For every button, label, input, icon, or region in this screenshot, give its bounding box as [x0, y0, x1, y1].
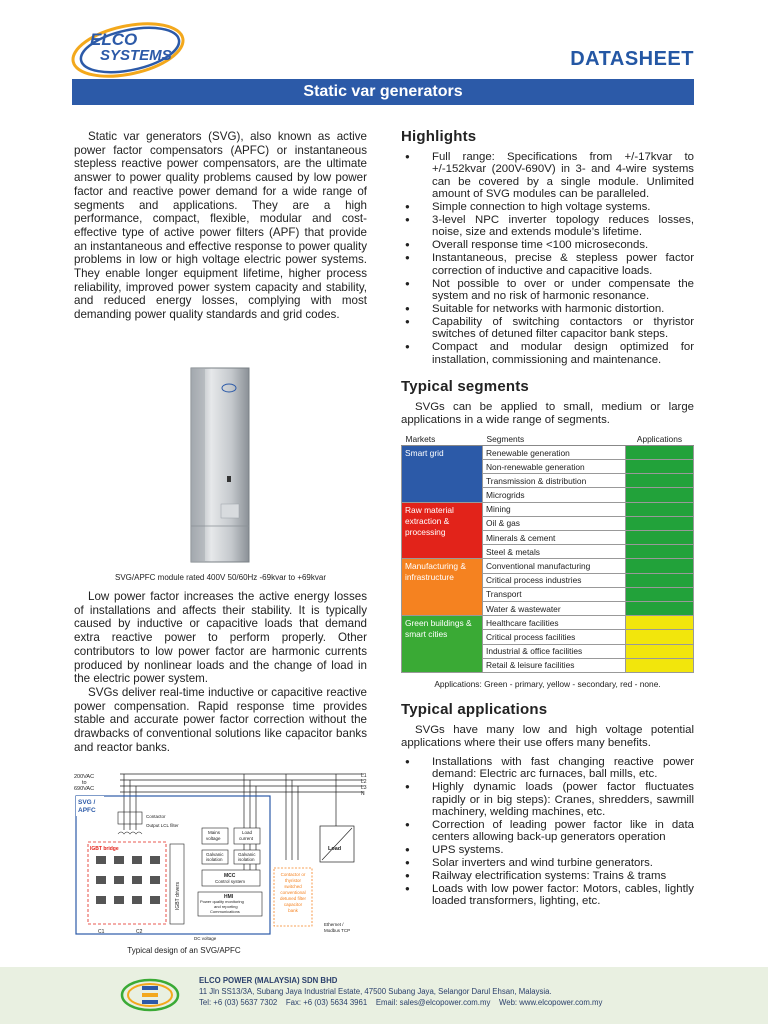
segment-cell: Transport [483, 587, 626, 601]
page-title-banner: Static var generators [72, 79, 694, 105]
svg-text:isolation: isolation [206, 857, 223, 862]
svg-text:200VAC: 200VAC [74, 774, 95, 780]
svg-text:Load: Load [328, 846, 342, 852]
svg-text:current: current [239, 836, 254, 841]
svg-text:N: N [361, 791, 365, 797]
svg-text:L1: L1 [361, 773, 367, 779]
segments-intro: SVGs can be applied to small, medium or large applications in a wide range of segments. [401, 400, 694, 426]
application-rating-cell [626, 630, 694, 644]
segment-cell: Healthcare facilities [483, 616, 626, 630]
list-item: ● Instantaneous, precise & stepless power factor correction of inductive and capacitive loads. [401, 252, 694, 277]
svg-text:switched: switched [284, 884, 302, 889]
application-rating-cell [626, 616, 694, 630]
application-rating-cell [626, 587, 694, 601]
svg-text:Output LCL filter: Output LCL filter [146, 823, 179, 828]
svg-text:L2: L2 [361, 779, 367, 785]
intro-column [74, 130, 367, 322]
list-item: ● Railway electrification systems: Trains & trams [401, 870, 694, 882]
list-item: ● Compact and modular design optimized for installation, commissioning and maintenance. [401, 341, 694, 366]
list-item: ● Suitable for networks with harmonic distortion. [401, 303, 694, 315]
svg-text:C1: C1 [98, 929, 105, 935]
svg-apfc-design-diagram [74, 770, 370, 945]
application-rating-cell [626, 445, 694, 459]
segment-cell: Non-renewable generation [483, 460, 626, 474]
segment-cell: Minerals & cement [483, 531, 626, 545]
segment-cell: Mining [483, 502, 626, 516]
segment-cell: Steel & metals [483, 545, 626, 559]
elco-systems-logo [70, 20, 230, 80]
list-item: ● Simple connection to high voltage systems. [401, 201, 694, 213]
svg-delivery-paragraph: SVGs deliver real-time inductive or capacitive reactive power compensation. Rapid response time provides stable and accurate power factor correction without the drawbacks of conventional solutions like capacitor banks and reactor banks. [74, 685, 367, 754]
svg-text:thyristor: thyristor [284, 878, 302, 883]
power-factor-paragraph: Low power factor increases the active energy losses of installations and affects their stability. It is typically caused by inductive or capacitive loads that demand extra reactive power to perform properly. Other contributors to low power factor are harmonic currents produced by nonlinear loads and the change of load in the electric power system. [74, 590, 367, 686]
applications-list [401, 756, 694, 908]
right-column [401, 128, 694, 908]
svg-text:Modbus TCP: Modbus TCP [324, 928, 351, 933]
footer [0, 967, 768, 1024]
svg-text:conventional: conventional [280, 890, 306, 895]
svg-text:and reporting: and reporting [214, 904, 238, 909]
table-row [402, 559, 694, 573]
segments-heading: Typical segments [401, 377, 529, 395]
svg-text:detuned filter: detuned filter [279, 896, 307, 901]
diagram-caption: Typical design of an SVG/APFC [127, 946, 241, 955]
market-cell: Smart grid [402, 445, 483, 502]
list-item: ● Loads with low power factor: Motors, cables, lightly loaded transformers, lighting, etc. [401, 883, 694, 908]
highlights-list [401, 151, 694, 366]
application-rating-cell [626, 516, 694, 530]
svg-text:Ethernet /: Ethernet / [324, 922, 344, 927]
applications-legend: Applications: Green - primary, yellow - secondary, red - none. [434, 678, 661, 689]
application-rating-cell [626, 559, 694, 573]
application-rating-cell [626, 658, 694, 672]
applications-header: Applications [626, 433, 694, 446]
highlights-heading: Highlights [401, 128, 477, 145]
segment-cell: Oil & gas [483, 516, 626, 530]
segment-cell: Critical process industries [483, 573, 626, 587]
markets-header: Markets [402, 433, 483, 446]
list-item: ● Installations with fast changing reactive power demand: Electric arc furnaces, ball mills, etc. [401, 756, 694, 781]
segment-cell: Transmission & distribution [483, 474, 626, 488]
svg-text:Mains: Mains [208, 830, 221, 835]
list-item: ● Highly dynamic loads (power factor fluctuates rapidly or in big steps): Cranes, shredders, sawmill machinery, welding machines, etc. [401, 781, 694, 818]
list-item: ● 3-level NPC inverter topology reduces losses, noise, size and extends module’s lifetime. [401, 214, 694, 239]
segments-header: Segments [483, 433, 626, 446]
svg-text:Contactor: Contactor [146, 814, 166, 819]
footer-address: 11 Jln SS13/3A, Subang Jaya Industrial Estate, 47500 Subang Jaya, Selangor Darul Ehsan, Malaysia. [199, 987, 552, 996]
list-item: ● Solar inverters and wind turbine generators. [401, 857, 694, 869]
svg-text:DC voltage: DC voltage [194, 936, 217, 941]
application-rating-cell [626, 601, 694, 615]
applications-heading: Typical applications [401, 700, 548, 718]
svg-text:HMI: HMI [224, 894, 234, 900]
svg-text:IGBT drivers: IGBT drivers [175, 882, 181, 910]
application-rating-cell [626, 460, 694, 474]
product-caption: SVG/APFC module rated 400V 50/60Hz -69kvar to +69kvar [115, 573, 326, 582]
svg-text:690VAC: 690VAC [74, 786, 95, 792]
svg-text:Contactor or: Contactor or [280, 872, 306, 877]
market-cell: Green buildings & smart cities [402, 616, 483, 673]
svg-text:Load: Load [242, 830, 253, 835]
application-rating-cell [626, 474, 694, 488]
application-rating-cell [626, 573, 694, 587]
list-item: ● Not possible to over or under compensate the system and no risk of harmonic resonance. [401, 278, 694, 303]
svg-text:Communications: Communications [210, 909, 240, 914]
footer-company: ELCO POWER (MALAYSIA) SDN BHD [199, 976, 338, 985]
table-row [402, 616, 694, 630]
segment-cell: Microgrids [483, 488, 626, 502]
svg-module-image [185, 366, 257, 566]
document-type: DATASHEET [570, 48, 694, 70]
application-rating-cell [626, 488, 694, 502]
segment-cell: Renewable generation [483, 445, 626, 459]
segment-cell: Critical process facilities [483, 630, 626, 644]
market-cell: Manufacturing & infrastructure [402, 559, 483, 616]
svg-text:Power quality monitoring: Power quality monitoring [200, 899, 244, 904]
market-cell: Raw material extraction & processing [402, 502, 483, 559]
body-column [74, 590, 367, 754]
svg-text:bank: bank [288, 908, 298, 913]
list-item: ● Capability of switching contactors or thyristor switches of detuned filter capacitor bank steps. [401, 316, 694, 341]
svg-text:Control system: Control system [215, 879, 246, 884]
segment-cell: Retail & leisure facilities [483, 658, 626, 672]
svg-text:ELCO: ELCO [90, 30, 138, 49]
footer-contact: Tel: +6 (03) 5637 7302 Fax: +6 (03) 5634 3961 Email: sales@elcopower.com.my Web: www.elcopower.com.my [199, 998, 603, 1007]
applications-intro: SVGs have many low and high voltage potential applications where their use offers many benefits. [401, 723, 694, 749]
svg-text:Galvanic: Galvanic [206, 852, 224, 857]
segments-table [401, 433, 694, 673]
svg-text:MCC: MCC [224, 873, 236, 879]
svg-text:capacitor: capacitor [283, 902, 303, 907]
elco-power-logo [120, 976, 180, 1014]
svg-text:to: to [82, 780, 87, 786]
application-rating-cell [626, 545, 694, 559]
svg-text:voltage: voltage [206, 836, 221, 841]
segment-cell: Water & wastewater [483, 601, 626, 615]
table-row [402, 502, 694, 516]
intro-paragraph: Static var generators (SVG), also known as active power factor compensators (APFC) or instantaneous stepless reactive power compensators, are the ultimate answer to power quality problems caused by low power factor and reactive power demand for a wide range of segments and applications. They are a high performance, compact, flexible, modular and cost-effective type of active power filters (APF) that provide an instantaneous and effective response to power quality problems in low or high voltage electric power systems. They enable longer equipment lifetime, higher process reliability, improved power system capacity and stability, and reduced energy losses, complying with most demanding power quality standards and grid codes. [74, 130, 367, 322]
svg-text:SVG /: SVG / [78, 799, 96, 806]
table-row [402, 445, 694, 459]
list-item: ● UPS systems. [401, 844, 694, 856]
svg-text:L3: L3 [361, 785, 367, 791]
application-rating-cell [626, 531, 694, 545]
svg-text:SYSTEMS: SYSTEMS [100, 47, 172, 64]
application-rating-cell [626, 502, 694, 516]
segment-cell: Conventional manufacturing [483, 559, 626, 573]
svg-text:IGBT bridge: IGBT bridge [90, 846, 119, 852]
svg-text:isolation: isolation [238, 857, 255, 862]
list-item: ● Correction of leading power factor like in data centers allowing back-up generators operation [401, 819, 694, 844]
segment-cell: Industrial & office facilities [483, 644, 626, 658]
svg-text:Galvanic: Galvanic [238, 852, 256, 857]
svg-text:C2: C2 [136, 929, 143, 935]
application-rating-cell [626, 644, 694, 658]
list-item: ● Full range: Specifications from +/-17kvar to +/-152kvar (200V-690V) in 3- and 4-wire systems can be covered by a single module. Unlimited amount of SVG modules can be paralleled. [401, 151, 694, 201]
svg-text:APFC: APFC [78, 807, 96, 814]
list-item: ● Overall response time <100 microseconds. [401, 239, 694, 251]
